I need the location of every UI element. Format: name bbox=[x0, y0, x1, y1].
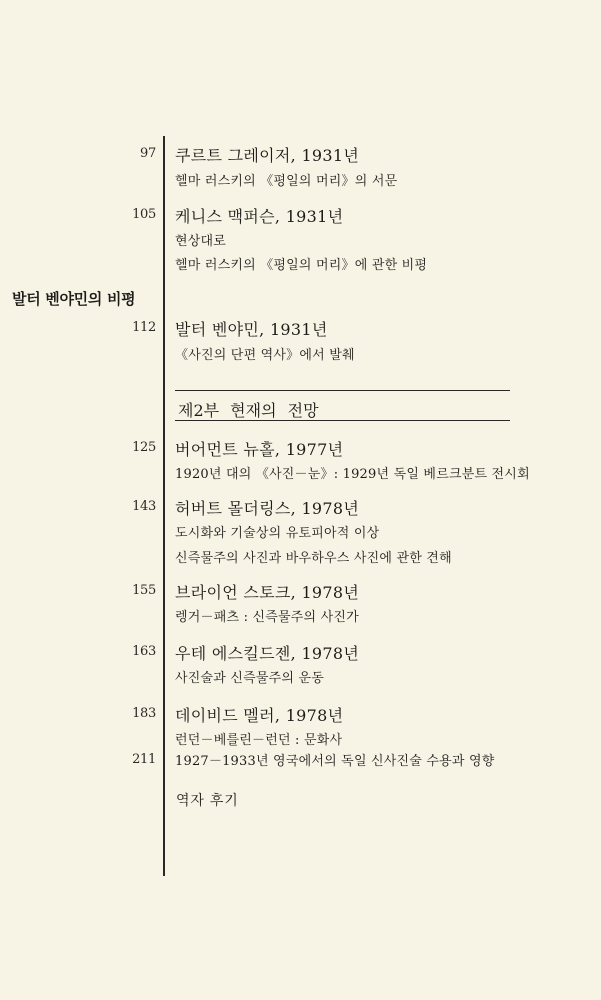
section-label: 발터 벤야민의 비평 bbox=[12, 290, 136, 308]
entry-subtitle: 헬마 러스키의 《평일의 머리》의 서문 bbox=[175, 174, 398, 189]
entry-heading: 케니스 맥퍼슨, 1931년 bbox=[175, 207, 344, 226]
entry-heading: 쿠르트 그레이저, 1931년 bbox=[175, 146, 360, 165]
entry-heading: 버어먼트 뉴홀, 1977년 bbox=[175, 440, 344, 459]
part-title: 제2부 현재의 전망 bbox=[178, 401, 319, 420]
part-rule-top bbox=[175, 390, 510, 391]
entry-subtitle: 런던－베를린－런던 : 문화사 bbox=[175, 733, 343, 748]
entry-subtitle: 헬마 러스키의 《평일의 머리》에 관한 비평 bbox=[175, 258, 428, 273]
page-number: 155 bbox=[132, 583, 156, 598]
page-number: 183 bbox=[132, 706, 156, 721]
page-number: 143 bbox=[132, 499, 156, 514]
vertical-divider bbox=[163, 136, 165, 876]
entry-heading: 데이비드 멜러, 1978년 bbox=[175, 706, 344, 725]
entry-subtitle: 1927－1933년 영국에서의 독일 신사진술 수용과 영향 bbox=[175, 754, 495, 769]
entry-subtitle: 현상대로 bbox=[175, 234, 227, 249]
part-rule-bottom bbox=[175, 420, 510, 421]
page-number: 211 bbox=[132, 752, 156, 767]
entry-subtitle: 사진술과 신즉물주의 운동 bbox=[175, 671, 325, 686]
entry-subtitle: 1920년 대의 《사진－눈》: 1929년 독일 베르크분트 전시회 bbox=[175, 467, 530, 482]
entry-heading: 발터 벤야민, 1931년 bbox=[175, 320, 328, 339]
entry-heading: 허버트 몰더링스, 1978년 bbox=[175, 499, 360, 518]
entry-heading: 우테 에스킬드젠, 1978년 bbox=[175, 644, 360, 663]
page-number: 163 bbox=[132, 644, 156, 659]
page-number: 125 bbox=[132, 440, 156, 455]
entry-subtitle: 《사진의 단편 역사》에서 발췌 bbox=[175, 348, 355, 363]
page-number: 112 bbox=[132, 320, 156, 335]
page-number: 97 bbox=[140, 146, 156, 161]
entry-subtitle: 도시화와 기술상의 유토피아적 이상 bbox=[175, 526, 380, 541]
entry-subtitle: 신즉물주의 사진과 바우하우스 사진에 관한 견해 bbox=[175, 551, 452, 566]
entry-heading: 브라이언 스토크, 1978년 bbox=[175, 583, 360, 602]
afterword-entry: 역자 후기 bbox=[176, 793, 239, 809]
page-number: 105 bbox=[132, 207, 156, 222]
entry-subtitle: 렝거－패츠 : 신즉물주의 사진가 bbox=[175, 610, 359, 625]
